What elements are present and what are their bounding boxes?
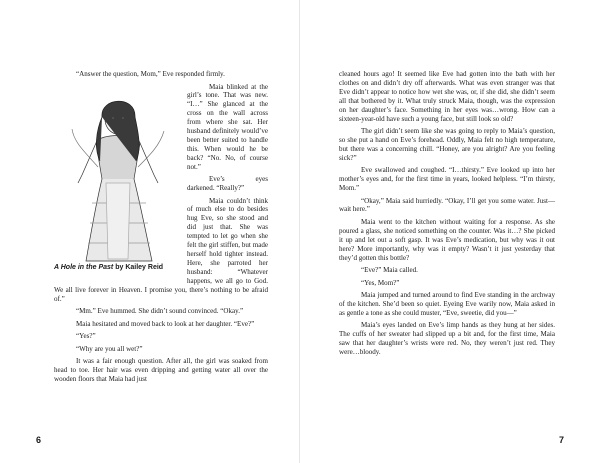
paragraph: cleaned hours ago! It seemed like Eve had gotten into the bath with her clothes on and didn’t dry off afterwards. What was even stranger was that Eve didn’t appear to notice how wet she was, or, if she did, she didn’t seem all that bothered by it. What truly struck Maia, though, was the expression on her daughter’s face. Something in her eyes was…wrong. How can a sixteen-year-old have such a young face, but still look so old? <box>339 70 555 123</box>
paragraph: Eve swallowed and coughed. “I…thirsty.” Eve looked up into her mother’s eyes and, for the first time in years, looked helpless. “I’m thirsty, Mom.” <box>339 166 555 193</box>
paragraph: “Yes, Mom?” <box>361 278 400 287</box>
paragraph: The girl didn’t seem like she was going to reply to Maia’s question, so she put a hand on Eve’s forehead. Oddly, Maia felt no high temperature, but there was a concerning chill. “Honey, are you alright? Are you feeling sick?” <box>339 127 555 162</box>
paragraph: “Mm.” Eve hummed. She didn’t sound convinced. “Okay.” <box>76 307 244 316</box>
paragraph: It was a fair enough question. After all, the girl was soaked from head to toe. Her hair was even dripping and getting water all over the wooden floors that Maia had just <box>54 357 268 383</box>
paragraph: “Eve?” Maia called. <box>361 266 418 275</box>
right-text-column <box>339 70 555 361</box>
girl-illustration-icon <box>56 83 180 263</box>
page-number-left: 6 <box>36 435 42 445</box>
caption-author: by Kailey Reid <box>113 263 164 271</box>
illustration-figure <box>54 83 182 279</box>
paragraph: “Answer the question, Mom,” Eve responded firmly. <box>76 70 225 78</box>
paragraph: Eve’s eyes darkened. “Really?” <box>187 175 268 193</box>
paragraph: Maia jumped and turned around to find Eve standing in the archway of the kitchen. She’d been so quiet. Eyeing Eve warily now, Maia asked in as gentle a tone as she could muster, “Eve, sweetie, did you—” <box>339 291 555 317</box>
left-text-column <box>54 70 268 387</box>
paragraph: “Okay,” Maia said hurriedly. “Okay, I’ll get you some water. Just—wait here.” <box>339 196 555 214</box>
paragraph: “Why are you all wet?” <box>76 344 143 353</box>
paragraph: Maia couldn’t think of much else to do besides hug Eve, so she stood and did just that. She was tempted to let go when she felt the girl stiffen, but made herself hold tighter instead. Here, she parroted her husband: “Whatever happens, we all go to God. We all live forever in Heaven. I promise you, there’s nothing to be afraid of.” <box>54 196 268 303</box>
paragraph: Maia’s eyes landed on Eve’s limp hands as they hung at her sides. The cuffs of her sweater had slipped up a bit and, for the first time, Maia saw that her daughter’s wrists were red. No, they weren’t just red. They were…bloody. <box>339 321 555 357</box>
caption-title: A Hole in the Past <box>54 263 114 271</box>
figure-caption <box>54 264 163 273</box>
paragraph: Maia went to the kitchen without waiting for a response. As she poured a glass, she noticed something on the counter. Was it…? She picked it up and let out a soft gasp. It was Eve’s medication, but why was it out here? More importantly, why was it empty? Wasn’t it just yesterday that they’d gotten this bottle? <box>339 217 555 262</box>
page-number-right: 7 <box>558 435 564 445</box>
right-page <box>300 0 600 463</box>
paragraph: Maia blinked at the girl’s tone. That was new. “I…” She glanced at the cross on the wall across from where she sat. Her husband definitely would’ve been better suited to handle this. When would he be back? “No. No, of course not.” <box>187 82 268 171</box>
paragraph: Maia hesitated and moved back to look at her daughter. “Eve?” <box>76 319 255 328</box>
paragraph: “Yes?” <box>76 332 96 341</box>
